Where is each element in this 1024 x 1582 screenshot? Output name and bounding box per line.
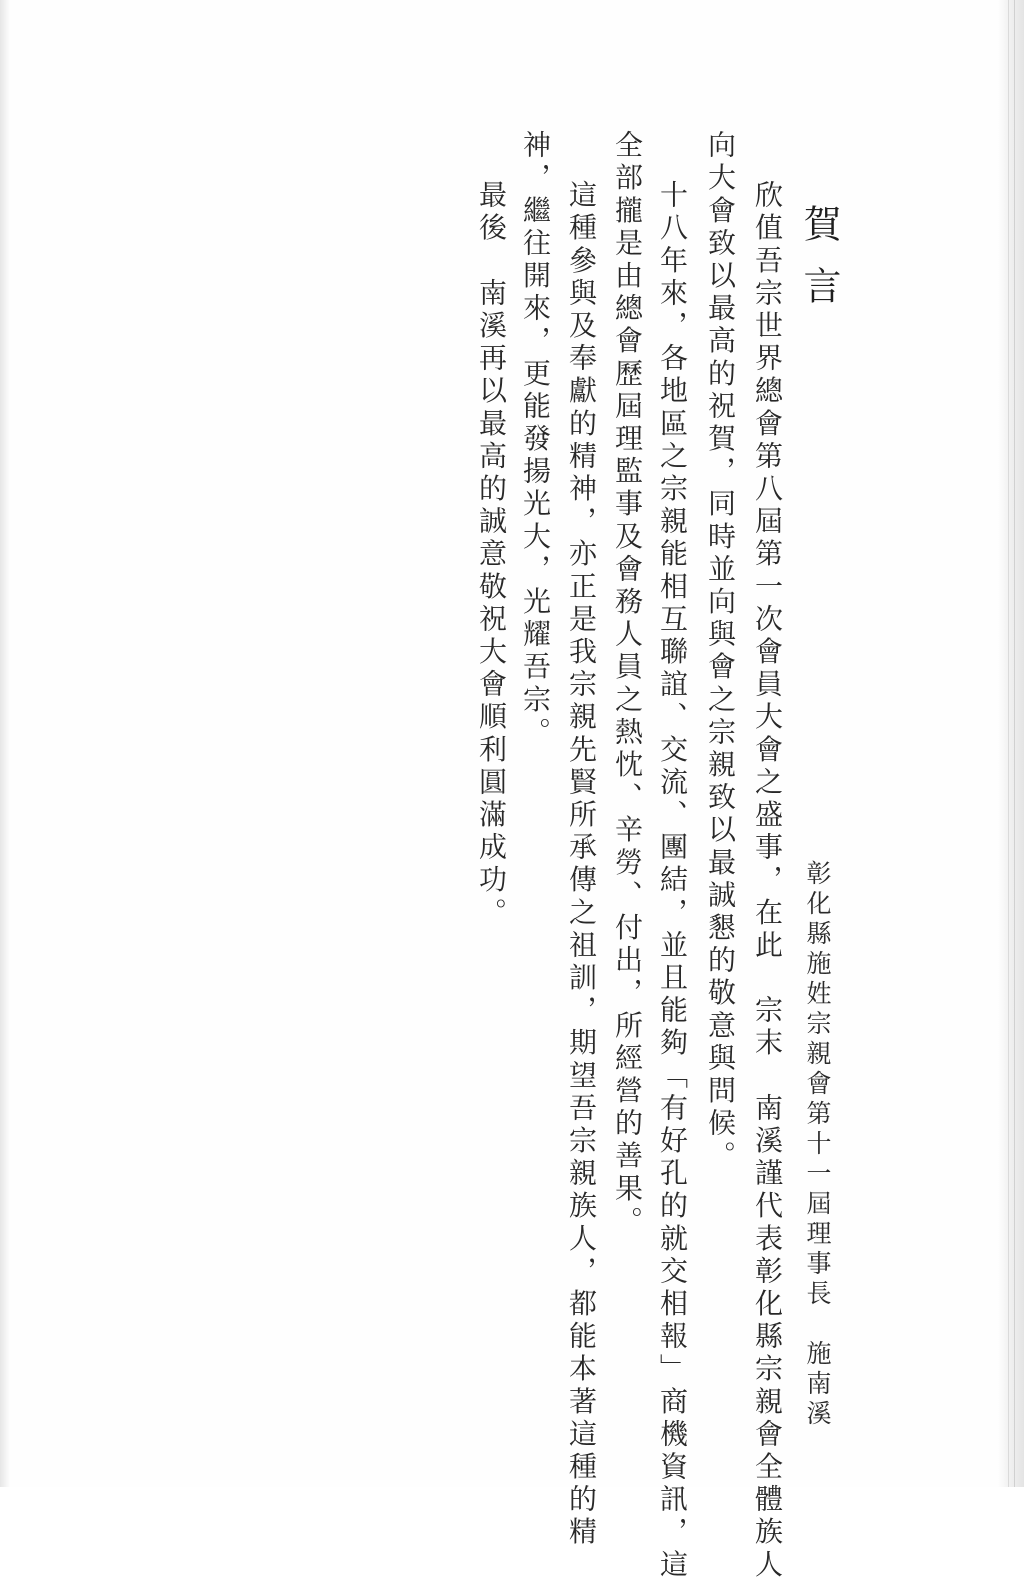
body-line-3: 十八年來，各地區之宗親能相互聯誼、交流、團結，並且能夠「有好孔的就交相報」商機資訊，這 bbox=[656, 180, 689, 1582]
body-line-1: 欣值吾宗世界總會第八屆第一次會員大會之盛事，在此 宗末 南溪謹代表彰化縣宗親會全體族人 bbox=[751, 180, 784, 1582]
signature bbox=[805, 860, 830, 1430]
signature-position: 彰化縣施姓宗親會第十一屆理事長 bbox=[803, 860, 832, 1310]
body-line-6: 神，繼往開來，更能發揚光大，光耀吾宗。 bbox=[519, 130, 552, 750]
body-line-4: 全部攏是由總會歷屆理監事及會務人員之熱忱、辛勞、付出，所經營的善果。 bbox=[611, 130, 644, 1239]
body-line-2: 向大會致以最高的祝賀，同時並向與會之宗親致以最誠懇的敬意與問候。 bbox=[704, 130, 737, 1174]
signature-name: 施南溪 bbox=[803, 1340, 832, 1430]
body-line-7: 最後 南溪再以最高的誠意敬祝大會順利圓滿成功。 bbox=[475, 180, 508, 930]
page-title: 賀言 bbox=[797, 204, 841, 328]
body-line-5: 這種參與及奉獻的精神，亦正是我宗親先賢所承傳之祖訓，期望吾宗親族人，都能本著這種的精 bbox=[565, 180, 598, 1550]
page-edge-right bbox=[998, 0, 1024, 1487]
page-edge-left bbox=[0, 0, 10, 1487]
